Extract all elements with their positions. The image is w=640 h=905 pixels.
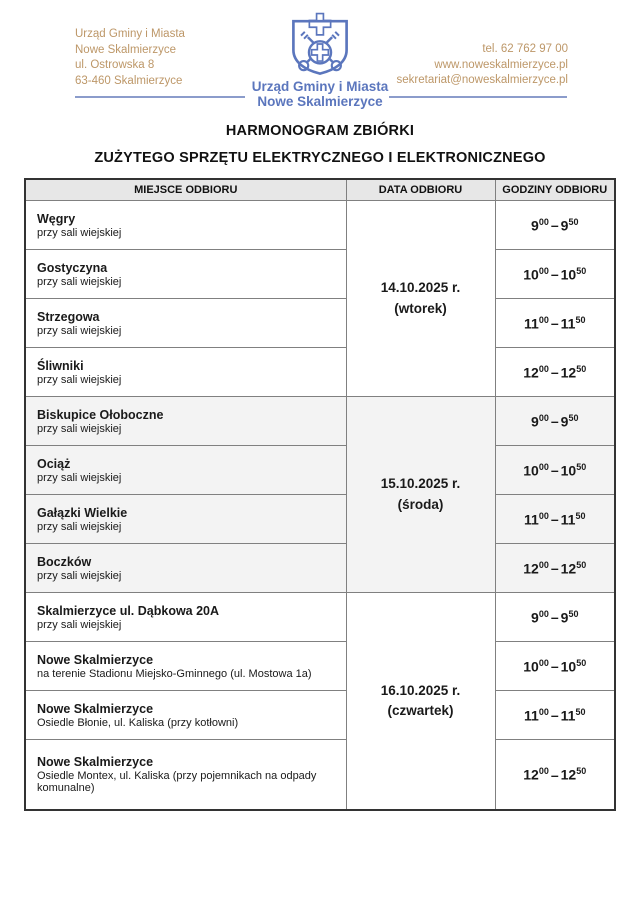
time-separator: – xyxy=(550,217,559,234)
time-separator: – xyxy=(550,364,559,381)
time-start-min: 00 xyxy=(538,265,549,276)
time-end-min: 50 xyxy=(568,216,579,227)
table-row xyxy=(25,593,615,642)
place-cell xyxy=(25,201,346,250)
place-detail: przy sali wiejskiej xyxy=(37,422,122,435)
time-start-hour: 12 xyxy=(523,766,539,783)
place-name: Nowe Skalmierzyce xyxy=(37,701,154,716)
time-cell xyxy=(495,201,615,250)
time-start-min: 00 xyxy=(538,412,549,423)
place-name: Gostyczyna xyxy=(37,260,108,275)
date-text: 16.10.2025 r. xyxy=(380,682,461,698)
place-cell xyxy=(25,691,346,740)
time-start-min: 00 xyxy=(538,314,549,325)
time-start-min: 00 xyxy=(538,216,549,227)
place-cell xyxy=(25,593,346,642)
letterhead-divider-right xyxy=(389,96,567,98)
place-name: Śliwniki xyxy=(37,358,84,373)
time-end-min: 50 xyxy=(576,765,587,776)
time-start-hour: 10 xyxy=(523,462,539,479)
place-detail: na terenie Stadionu Miejsko-Gminnego (ul. Mostowa 1a) xyxy=(37,667,312,680)
date-text: 14.10.2025 r. xyxy=(380,280,461,296)
time-start-hour: 9 xyxy=(531,413,539,430)
time-end-hour: 9 xyxy=(560,413,569,430)
place-cell xyxy=(25,250,346,299)
time-end-min: 50 xyxy=(575,314,586,325)
place-name: Biskupice Ołoboczne xyxy=(37,407,164,422)
org-address-line: 63-460 Skalmierzyce xyxy=(75,74,183,87)
time-end-hour: 11 xyxy=(560,707,576,724)
time-separator: – xyxy=(550,658,559,675)
place-detail: przy sali wiejskiej xyxy=(37,569,122,582)
date-text: 15.10.2025 r. xyxy=(380,476,461,492)
place-cell xyxy=(25,544,346,593)
date-weekday: (wtorek) xyxy=(394,300,447,316)
time-start-min: 00 xyxy=(538,657,549,668)
header-godziny-odbioru: GODZINY ODBIORU xyxy=(495,179,615,201)
org-address-line: ul. Ostrowska 8 xyxy=(75,59,155,71)
time-end-hour: 10 xyxy=(560,658,577,675)
place-name: Nowe Skalmierzyce xyxy=(37,652,154,667)
coat-of-arms-icon xyxy=(282,12,358,79)
time-separator: – xyxy=(550,413,559,430)
place-name: Gałązki Wielkie xyxy=(37,505,128,520)
time-separator: – xyxy=(550,609,559,626)
place-detail: przy sali wiejskiej xyxy=(37,324,122,337)
time-start-min: 00 xyxy=(538,510,549,521)
time-cell xyxy=(495,348,615,397)
phone-text: tel. 62 762 97 00 xyxy=(482,43,568,55)
table-row xyxy=(25,691,615,740)
place-cell xyxy=(25,446,346,495)
table-row xyxy=(25,397,615,446)
time-cell xyxy=(495,642,615,691)
website-text: www.noweskalmierzyce.pl xyxy=(434,58,568,71)
time-start-hour: 11 xyxy=(524,511,539,528)
header-miejsce-odbioru: MIEJSCE ODBIORU xyxy=(25,179,346,201)
place-name: Skalmierzyce ul. Dąbkowa 20A xyxy=(37,603,220,618)
place-detail: przy sali wiejskiej xyxy=(37,275,122,288)
place-detail: przy sali wiejskiej xyxy=(37,471,122,484)
date-cell xyxy=(346,593,495,810)
place-cell xyxy=(25,740,346,810)
time-end-hour: 12 xyxy=(560,364,577,381)
time-end-min: 50 xyxy=(576,657,587,668)
time-end-hour: 11 xyxy=(560,315,576,332)
time-start-hour: 10 xyxy=(523,266,539,283)
date-weekday: (czwartek) xyxy=(387,702,454,718)
time-start-hour: 10 xyxy=(523,658,539,675)
table-row xyxy=(25,446,615,495)
time-start-min: 00 xyxy=(538,608,549,619)
table-row xyxy=(25,250,615,299)
table-row xyxy=(25,201,615,250)
table-row xyxy=(25,642,615,691)
time-end-min: 50 xyxy=(576,559,587,570)
time-end-min: 50 xyxy=(575,706,586,717)
place-detail: przy sali wiejskiej xyxy=(37,520,122,533)
time-cell xyxy=(495,691,615,740)
time-start-hour: 11 xyxy=(524,707,539,724)
time-cell xyxy=(495,299,615,348)
place-cell xyxy=(25,397,346,446)
date-cell xyxy=(346,201,495,397)
time-end-hour: 9 xyxy=(560,217,569,234)
document-title-line1: HARMONOGRAM ZBIÓRKI xyxy=(225,123,415,139)
time-end-min: 50 xyxy=(576,265,587,276)
table-row xyxy=(25,740,615,810)
time-cell xyxy=(495,740,615,810)
place-cell xyxy=(25,348,346,397)
email-text: sekretariat@noweskalmierzyce.pl xyxy=(396,74,568,86)
org-contact xyxy=(397,42,568,89)
time-start-hour: 9 xyxy=(531,217,539,234)
time-end-hour: 10 xyxy=(560,462,577,479)
date-cell xyxy=(346,397,495,593)
schedule-table xyxy=(24,178,616,811)
time-separator: – xyxy=(550,707,559,724)
time-end-min: 50 xyxy=(568,608,579,619)
table-row xyxy=(25,495,615,544)
time-separator: – xyxy=(550,266,559,283)
document-title-line2: ZUŻYTEGO SPRZĘTU ELEKTRYCZNEGO I ELEKTRONICZNEGO xyxy=(94,150,546,166)
place-cell xyxy=(25,495,346,544)
time-end-hour: 12 xyxy=(560,766,577,783)
org-name-line1: Urząd Gminy i Miasta xyxy=(251,79,389,94)
place-detail: Osiedle Błonie, ul. Kaliska (przy kotłowni) xyxy=(37,716,239,729)
place-name: Boczków xyxy=(37,554,92,569)
place-detail: przy sali wiejskiej xyxy=(37,226,122,239)
time-end-min: 50 xyxy=(576,461,587,472)
time-cell xyxy=(495,446,615,495)
time-separator: – xyxy=(550,560,559,577)
time-end-hour: 12 xyxy=(560,560,577,577)
time-end-hour: 11 xyxy=(560,511,576,528)
org-name-line2: Nowe Skalmierzyce xyxy=(257,93,383,109)
time-end-hour: 9 xyxy=(560,609,569,626)
place-cell xyxy=(25,642,346,691)
place-cell xyxy=(25,299,346,348)
time-end-hour: 10 xyxy=(560,266,577,283)
table-row xyxy=(25,348,615,397)
time-start-min: 00 xyxy=(538,363,549,374)
time-separator: – xyxy=(550,315,559,332)
time-end-min: 50 xyxy=(568,412,579,423)
place-name: Strzegowa xyxy=(37,309,100,324)
time-start-hour: 12 xyxy=(523,364,539,381)
place-name: Nowe Skalmierzyce xyxy=(37,754,154,769)
place-detail: przy sali wiejskiej xyxy=(37,618,122,631)
time-start-min: 00 xyxy=(538,461,549,472)
time-cell xyxy=(495,250,615,299)
time-cell xyxy=(495,593,615,642)
time-start-min: 00 xyxy=(538,706,549,717)
time-end-min: 50 xyxy=(575,510,586,521)
header-data-odbioru: DATA ODBIORU xyxy=(346,179,495,201)
table-row xyxy=(25,299,615,348)
letterhead-divider-left xyxy=(75,96,245,98)
time-start-hour: 9 xyxy=(531,609,539,626)
org-address-line: Nowe Skalmierzyce xyxy=(75,43,176,56)
table-header-row xyxy=(25,179,615,201)
time-separator: – xyxy=(550,766,559,783)
time-start-hour: 12 xyxy=(523,560,539,577)
place-name: Węgry xyxy=(37,211,76,226)
time-start-min: 00 xyxy=(538,765,549,776)
place-detail: Osiedle Montex, ul. Kaliska (przy pojemnikach na odpady komunalne) xyxy=(37,769,317,794)
table-row xyxy=(25,544,615,593)
time-separator: – xyxy=(550,462,559,479)
time-start-hour: 11 xyxy=(524,315,539,332)
time-end-min: 50 xyxy=(576,363,587,374)
time-cell xyxy=(495,397,615,446)
time-cell xyxy=(495,495,615,544)
org-address-line: Urząd Gminy i Miasta xyxy=(75,28,185,40)
place-detail: przy sali wiejskiej xyxy=(37,373,122,386)
time-cell xyxy=(495,544,615,593)
time-separator: – xyxy=(550,511,559,528)
date-weekday: (środa) xyxy=(397,496,444,512)
place-name: Ociąż xyxy=(37,456,71,471)
time-start-min: 00 xyxy=(538,559,549,570)
